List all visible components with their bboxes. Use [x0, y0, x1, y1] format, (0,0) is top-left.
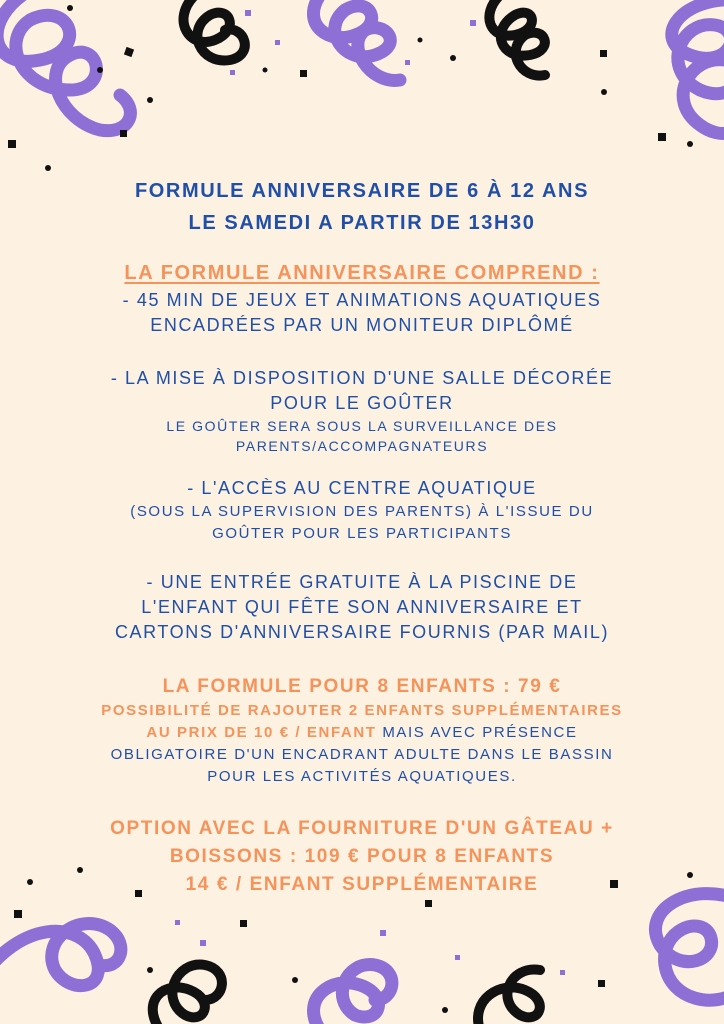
include-item-2-line-2: POUR LE GOÛTER [270, 393, 454, 413]
include-item-4-line-1: - UNE ENTRÉE GRATUITE À LA PISCINE DE [146, 572, 578, 592]
option-line-3: 14 € / ENFANT SUPPLÉMENTAIRE [185, 874, 539, 895]
pricing-extra-price: AU PRIX DE 10 € / ENFANT [146, 724, 377, 741]
include-item-2-note-1: LE GOÛTER SERA SOUS LA SURVEILLANCE DES [166, 418, 558, 434]
include-item-2-note-2: PARENTS/ACCOMPAGNATEURS [235, 438, 489, 454]
pricing-extra-condition: MAIS AVEC PRÉSENCE [376, 724, 578, 741]
include-item-1-line-1: - 45 MIN DE JEUX ET ANIMATIONS AQUATIQUES [122, 290, 602, 310]
include-item-4-line-3: CARTONS D'ANNIVERSAIRE FOURNIS (PAR MAIL) [114, 622, 610, 642]
title-line-1: FORMULE ANNIVERSAIRE DE 6 À 12 ANS [134, 180, 590, 202]
pricing-extra-line-2 [40, 724, 684, 741]
option-line-2: BOISSONS : 109 € POUR 8 ENFANTS [169, 846, 555, 867]
pricing-main: LA FORMULE POUR 8 ENFANTS : 79 € [162, 676, 562, 697]
option-line-1: OPTION AVEC LA FOURNITURE D'UN GÂTEAU + [110, 818, 614, 839]
include-item-1-line-2: ENCADRÉES PAR UN MONITEUR DIPLÔMÉ [150, 315, 574, 335]
pricing-extra-line-4: POUR LES ACTIVITÉS AQUATIQUES. [207, 768, 517, 785]
includes-heading: LA FORMULE ANNIVERSAIRE COMPREND : [124, 262, 600, 284]
include-item-3-line-1: - L'ACCÈS AU CENTRE AQUATIQUE [187, 478, 537, 498]
include-item-3-note-2: GOÛTER POUR LES PARTICIPANTS [212, 525, 512, 542]
title-line-2: LE SAMEDI A PARTIR DE 13H30 [188, 212, 536, 234]
include-item-3-note-1: (SOUS LA SUPERVISION DES PARENTS) À L'ISSUE DU [130, 503, 594, 520]
pricing-extra-line-3: OBLIGATOIRE D'UN ENCADRANT ADULTE DANS LE BASSIN [110, 746, 614, 763]
pricing-extra-line-1: POSSIBILITÉ DE RAJOUTER 2 ENFANTS SUPPLÉMENTAIRES [101, 702, 623, 719]
include-item-4-line-2: L'ENFANT QUI FÊTE SON ANNIVERSAIRE ET [141, 597, 583, 617]
include-item-2-line-1: - LA MISE À DISPOSITION D'UNE SALLE DÉCORÉE [110, 368, 614, 388]
